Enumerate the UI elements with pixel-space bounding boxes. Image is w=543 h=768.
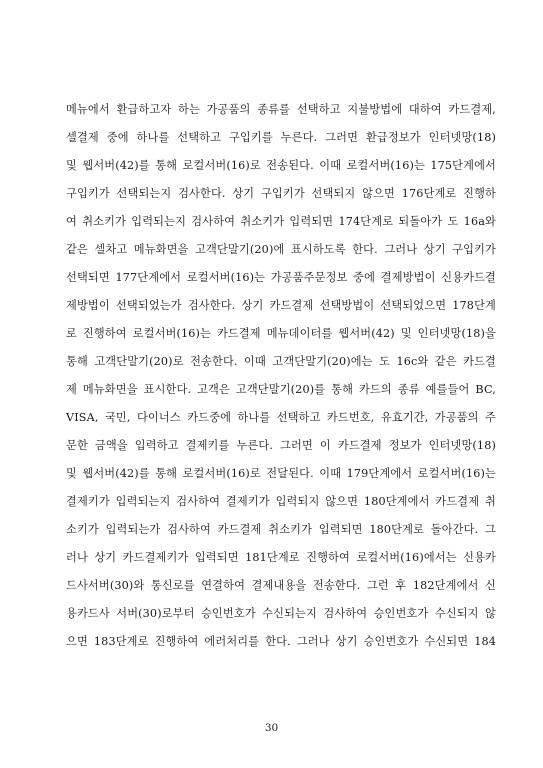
text-line: 같은 셀차고 메뉴화면을 고객단말기(20)에 표시하도록 한다. 그러나 상기 구입키가	[66, 243, 496, 256]
text-line: 러나 상기 카드결제키가 입력되면 181단계로 진행하여 로컬서버(16)에서는 신용카	[66, 551, 496, 564]
text-line: VISA, 국민, 다이너스 카드중에 하나를 선택하고 카드번호, 유효기간, 가공품의 주	[66, 411, 496, 424]
text-line: 결제키가 입력되는지 검사하여 결제키가 입력되지 않으면 180단계에서 카드결제 취	[66, 495, 496, 508]
page-number: 30	[264, 722, 279, 734]
text-line: 선택되면 177단계에서 로컬서버(16)는 가공품주문정보 중에 결제방법이 신용카드결	[66, 271, 496, 284]
text-line: 제방법이 선택되었는가 검사한다. 상기 카드결제 선택방법이 선택되었으면 178단계	[66, 299, 496, 312]
text-line: 메뉴에서 환급하고자 하는 가공품의 종류를 선택하고 지불방법에 대하여 카드결제,	[66, 103, 496, 116]
text-line: 로 진행하여 로컬서버(16)는 카드결제 메뉴데이터를 웹서버(42) 및 인터넷망(18)을	[66, 327, 496, 340]
text-line: 제 메뉴화면을 표시한다. 고객은 고객단말기(20)를 통해 카드의 종류 예를들어 BC,	[66, 383, 496, 396]
text-line: 셀결제 중에 하나를 선택하고 구입키를 누른다. 그러면 환급정보가 인터넷망(18)	[66, 131, 496, 144]
text-line: 통해 고객단말기(20)로 전송한다. 이때 고객단말기(20)에는 도 16c와 같은 카드결	[66, 355, 496, 368]
text-line: 소키가 입력되는가 검사하여 카드결제 취소키가 입력되면 180단계로 돌아간다. 그	[66, 523, 496, 536]
text-line: 구입키가 선택되는지 검사한다. 상기 구입키가 선택되지 않으면 176단계로 진행하	[66, 187, 496, 200]
text-line: 으면 183단계로 진행하여 에러처리를 한다. 그러나 상기 승인번호가 수신되면 184	[66, 635, 496, 648]
text-line: 및 웹서버(42)를 통해 로컬서버(16)로 전송된다. 이때 로컬서버(16)는 175단계에서	[66, 159, 496, 172]
text-line: 문한 금액을 입력하고 결제키를 누른다. 그러면 이 카드결제 정보가 인터넷망(18)	[66, 439, 496, 452]
body-text	[66, 96, 496, 656]
text-line: 및 웹서버(42)를 통해 로컬서버(16)로 전달된다. 이때 179단계에서 로컬서버(16)는	[66, 467, 496, 480]
text-line: 여 취소키가 입력되는지 검사하여 취소키가 입력되면 174단계로 되돌아가 도 16a와	[66, 215, 496, 228]
text-line: 용카드사 서버(30)로부터 승인번호가 수신되는지 검사하여 승인번호가 수신되지 않	[66, 607, 496, 620]
text-line: 드사서버(30)와 통신로를 연결하여 결제내용을 전송한다. 그런 후 182단계에서 신	[66, 579, 496, 592]
